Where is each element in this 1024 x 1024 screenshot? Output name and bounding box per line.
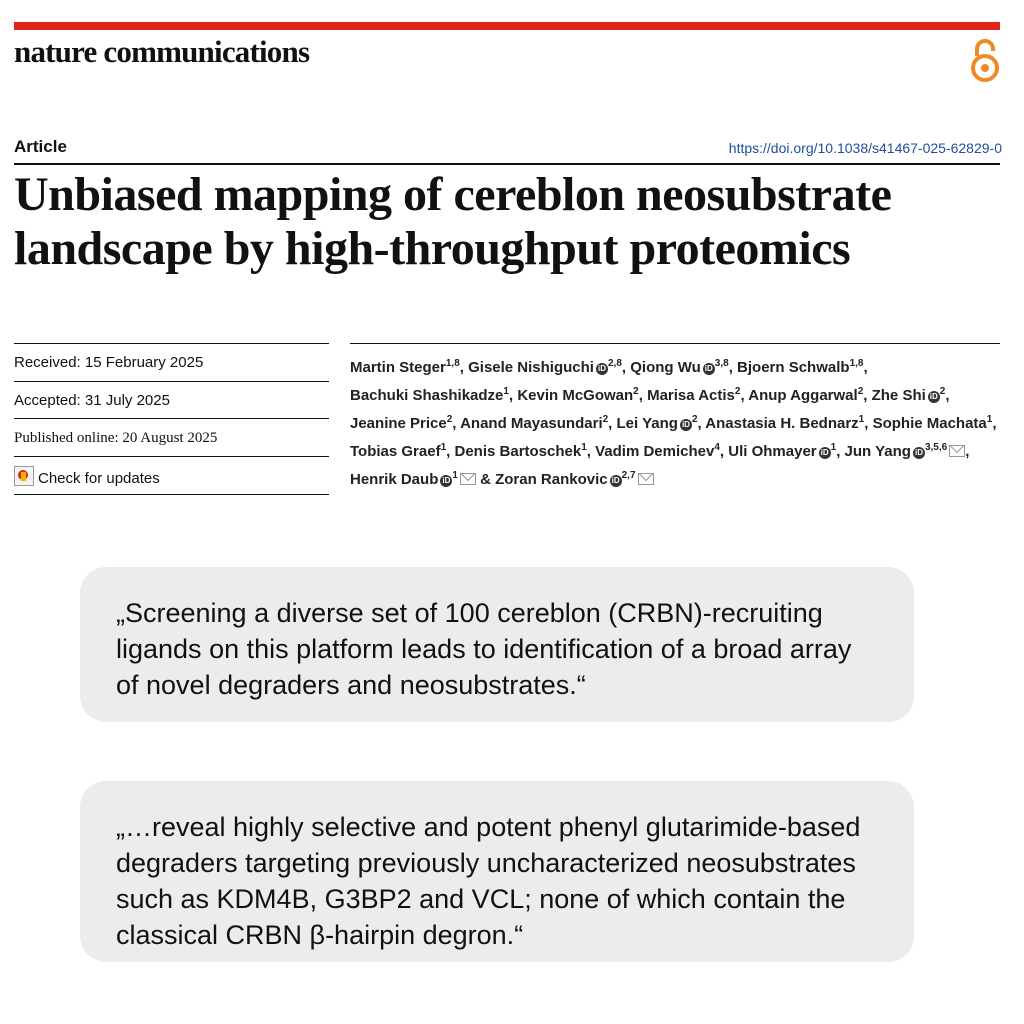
author-separator: , [719,443,729,460]
author-affiliation: 2 [691,414,698,425]
author[interactable] [350,443,446,460]
author-affiliation: 1 [986,414,993,425]
author[interactable] [705,415,864,432]
author[interactable] [350,471,476,488]
author-affiliation: 2,8 [607,358,622,369]
author-name: Gisele Nishiguchi [468,359,594,376]
author-separator: , [836,443,845,460]
author-affiliation: 1 [581,442,587,453]
article-title [14,168,1014,276]
author-name: Bachuki Shashikadze [350,387,504,404]
meta-divider [14,418,329,419]
author[interactable] [617,415,698,432]
author[interactable] [468,359,622,376]
author-name: Anand Mayasundari [460,415,603,432]
author-name: Jeanine Price [350,415,447,432]
author[interactable] [630,359,728,376]
author-name: Marisa Actis [647,387,735,404]
author-name: Vadim Demichev [595,443,715,460]
author-name: Uli Ohmayer [728,443,817,460]
journal-color-bar [14,22,1000,30]
author[interactable] [872,387,946,404]
author-name: Jun Yang [844,443,911,460]
meta-rule [14,343,329,344]
author[interactable] [748,387,863,404]
meta-divider [14,456,329,457]
author-affiliation: 1,8 [849,358,864,369]
author-affiliation: 1 [452,470,458,481]
published-date: Published online: 20 August 2025 [14,430,218,446]
author[interactable] [728,443,836,460]
author-separator: , [452,415,461,432]
author-separator: , [697,415,706,432]
author-name: Tobias Graef [350,443,441,460]
author-name: Martin Steger [350,359,446,376]
author[interactable] [460,415,608,432]
check-for-updates-label: Check for updates [38,470,160,487]
author[interactable] [647,387,740,404]
header-rule [14,163,1000,165]
author-affiliation: 3,5,6 [924,442,948,453]
author-name: Zoran Rankovic [495,471,608,488]
author[interactable] [495,471,653,488]
author-affiliation: 1,8 [445,358,460,369]
author-list [350,352,1000,492]
author-separator: , [608,415,617,432]
received-date: Received: 15 February 2025 [14,354,204,371]
author-separator: , [459,359,469,376]
quote-box-2 [80,781,914,962]
article-type: Article [14,137,67,156]
check-for-updates[interactable] [14,466,329,487]
title-line-2: landscape by high-throughput proteomics [14,222,851,275]
author[interactable] [845,443,966,460]
author-affiliation: 1 [503,386,509,397]
orcid-icon[interactable]: iD [929,392,938,401]
author[interactable] [873,415,993,432]
author-name: Bjoern Schwalb [737,359,850,376]
author-separator: , [992,415,997,432]
author[interactable] [350,359,460,376]
author-name: Henrik Daub [350,471,439,488]
author-affiliation: 2 [857,386,864,397]
author-affiliation: 1 [858,414,865,425]
author-separator: , [621,359,631,376]
author-separator: , [863,387,872,404]
author-separator: , [740,387,749,404]
author-separator: , [864,415,873,432]
author-affiliation: 1 [440,442,447,453]
quote-text: „Screening a diverse set of 100 cereblon (CRBN)-recruiting ligands on this platform leads to identification of a broad array of novel degraders and neosubstrates.“ [116,598,852,700]
author[interactable] [517,387,638,404]
author-name: Anup Aggarwal [748,387,858,404]
journal-name: nature communications [14,34,310,69]
author-name: Kevin McGowan [517,387,634,404]
author[interactable] [350,415,452,432]
author-separator: , [508,387,518,404]
author-affiliation: 2 [939,386,946,397]
orcid-icon[interactable]: iD [820,448,829,457]
title-line-1: Unbiased mapping of cereblon neosubstrate [14,168,892,221]
author-name: Lei Yang [616,415,678,432]
author-affiliation: 2 [734,386,741,397]
orcid-icon[interactable]: iD [442,476,451,485]
author[interactable] [455,443,587,460]
orcid-icon[interactable]: iD [597,364,606,373]
author[interactable] [595,443,720,460]
authors-rule [350,343,1000,344]
author-separator: , [945,387,950,404]
orcid-icon[interactable]: iD [704,364,713,373]
quote-text: „…reveal highly selective and potent phenyl glutarimide-based degraders targeting previously uncharacterized neosubstrates such as KDM4B, G3BP2 and VCL; none of which contain the classical CRBN β-hairpin degron.“ [116,812,861,950]
author-separator: , [863,359,868,376]
author-separator: & [475,471,496,488]
orcid-icon[interactable]: iD [611,476,620,485]
author-name: Qiong Wu [630,359,701,376]
accepted-date: Accepted: 31 July 2025 [14,392,170,409]
author-affiliation: 2 [446,414,453,425]
author-name: Denis Bartoschek [454,443,582,460]
author-separator: , [728,359,738,376]
email-icon[interactable] [638,473,654,485]
author-name: Sophie Machata [872,415,987,432]
email-icon[interactable] [949,445,965,457]
author[interactable] [350,387,509,404]
author-separator: , [446,443,455,460]
author-separator: , [586,443,596,460]
author[interactable] [737,359,863,376]
author-separator: , [638,387,648,404]
author-affiliation: 1 [830,442,837,453]
check-for-updates-icon [14,466,34,486]
author-separator: , [965,443,970,460]
meta-divider [14,494,329,495]
orcid-icon[interactable]: iD [681,420,690,429]
author-affiliation: 4 [714,442,720,453]
meta-divider [14,381,329,382]
author-affiliation: 2 [602,414,609,425]
doi-link[interactable]: https://doi.org/10.1038/s41467-025-62829-0 [728,140,1002,156]
author-affiliation: 2,7 [621,470,636,481]
author-name: Zhe Shi [871,387,926,404]
author-affiliation: 2 [633,386,639,397]
author-name: Anastasia H. Bednarz [705,415,859,432]
orcid-icon[interactable]: iD [914,448,923,457]
quote-box-1 [80,567,914,722]
email-icon[interactable] [460,473,476,485]
open-access-icon[interactable] [968,38,1002,84]
author-affiliation: 3,8 [714,358,729,369]
